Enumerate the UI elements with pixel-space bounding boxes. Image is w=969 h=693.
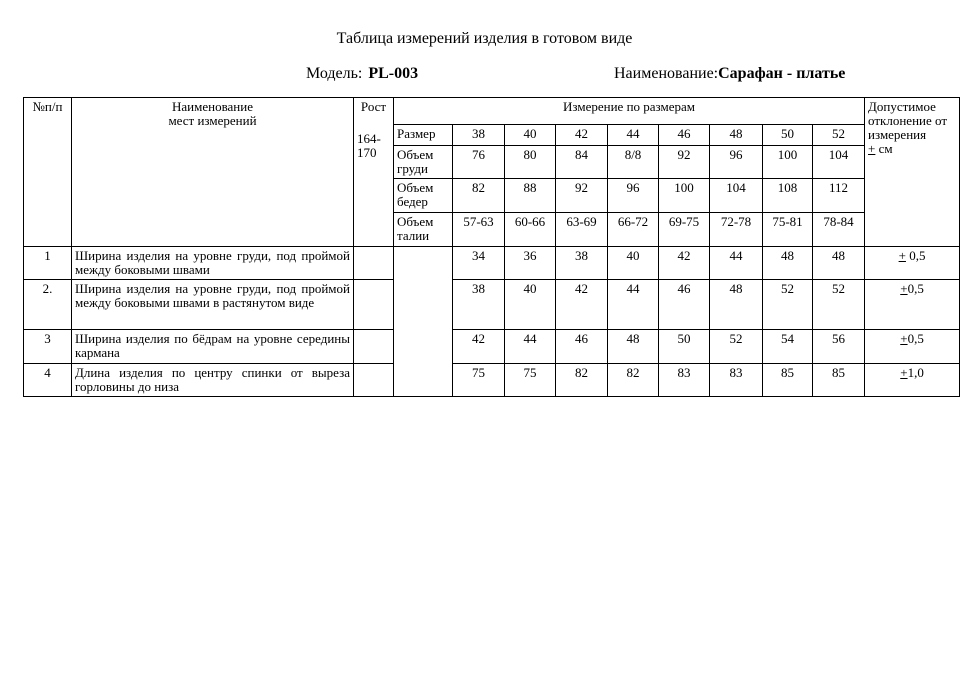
size-row-value: 38 (453, 125, 505, 146)
row-tolerance (865, 330, 960, 364)
row-value: 42 (453, 330, 505, 364)
row-tolerance-value: 0,5 (905, 248, 926, 263)
row-value: 48 (813, 247, 865, 280)
table-row (24, 330, 960, 364)
row-value: 44 (608, 280, 659, 330)
row-value: 38 (556, 247, 608, 280)
row-value: 83 (659, 364, 710, 397)
row-value: 56 (813, 330, 865, 364)
header-tolerance-main: Допустимое отклонение от измерения (868, 99, 948, 142)
row-value: 44 (505, 330, 556, 364)
header-height (354, 98, 394, 247)
size-row-value: 63-69 (556, 213, 608, 247)
size-row-value: 72-78 (710, 213, 763, 247)
size-row-value: 42 (556, 125, 608, 146)
model-label: Модель: (306, 65, 363, 82)
row-value: 83 (710, 364, 763, 397)
size-row-value: 52 (813, 125, 865, 146)
row-description: Длина изделия по центру спинки от выреза горловины до низа (72, 364, 354, 397)
row-value: 52 (710, 330, 763, 364)
row-description: Ширина изделия на уровне груди, под проймой между боковыми швами (72, 247, 354, 280)
header-height-label: Рост (360, 99, 387, 114)
size-row-value: 69-75 (659, 213, 710, 247)
size-row-label: Объем талии (394, 213, 453, 247)
row-num: 1 (24, 247, 72, 280)
row-description: Ширина изделия по бёдрам на уровне середины кармана (72, 330, 354, 364)
header-tolerance (865, 98, 960, 247)
row-tolerance-sign: + (900, 281, 908, 296)
model-line (306, 65, 418, 83)
row-value: 40 (608, 247, 659, 280)
header-row (24, 98, 960, 125)
size-row-value: 78-84 (813, 213, 865, 247)
row-value: 40 (505, 280, 556, 330)
row-tolerance (865, 280, 960, 330)
row-tolerance-value: 0,5 (907, 331, 924, 346)
size-row-label: Объем груди (394, 146, 453, 179)
name-value: Сарафан - платье (718, 65, 846, 82)
row-value: 38 (453, 280, 505, 330)
size-row-value: 50 (763, 125, 813, 146)
row-tolerance (865, 247, 960, 280)
size-row-value: 57-63 (453, 213, 505, 247)
size-row-value: 108 (763, 179, 813, 213)
size-row-label: Размер (394, 125, 453, 146)
row-value: 85 (813, 364, 865, 397)
row-value: 36 (505, 247, 556, 280)
header-height-value: 164-170 (357, 131, 381, 160)
row-num: 2. (24, 280, 72, 330)
row-value: 46 (659, 280, 710, 330)
header-tolerance-unit: см (875, 141, 893, 156)
row-tolerance (865, 364, 960, 397)
size-row-value: 48 (710, 125, 763, 146)
size-row-value: 84 (556, 146, 608, 179)
row-value: 46 (556, 330, 608, 364)
size-row-value: 92 (556, 179, 608, 213)
row-label-cell (394, 330, 453, 364)
row-value: 48 (710, 280, 763, 330)
row-tolerance-value: 1,0 (907, 365, 924, 380)
row-value: 50 (659, 330, 710, 364)
size-row-value: 104 (710, 179, 763, 213)
size-row-value: 60-66 (505, 213, 556, 247)
header-num: №п/п (24, 98, 72, 247)
row-num: 3 (24, 330, 72, 364)
size-row-value: 75-81 (763, 213, 813, 247)
row-height-cell (354, 247, 394, 280)
row-value: 42 (659, 247, 710, 280)
row-value: 52 (763, 280, 813, 330)
row-value: 85 (763, 364, 813, 397)
header-place-line2: мест измерений (168, 113, 257, 128)
size-row-value: 88 (505, 179, 556, 213)
row-description: Ширина изделия на уровне груди, под проймой между боковыми швами в растянутом виде (72, 280, 354, 330)
name-line (614, 65, 845, 83)
row-label-cell (394, 364, 453, 397)
row-value: 44 (710, 247, 763, 280)
row-value: 75 (505, 364, 556, 397)
row-num: 4 (24, 364, 72, 397)
row-value: 82 (556, 364, 608, 397)
size-row-value: 40 (505, 125, 556, 146)
size-row-value: 100 (763, 146, 813, 179)
size-row-value: 80 (505, 146, 556, 179)
size-row-value: 104 (813, 146, 865, 179)
size-row-value: 44 (608, 125, 659, 146)
row-height-cell (354, 280, 394, 330)
row-value: 82 (608, 364, 659, 397)
header-tolerance-sign: + (868, 141, 876, 156)
row-tolerance-value: 0,5 (907, 281, 924, 296)
table-row (24, 364, 960, 397)
row-value: 52 (813, 280, 865, 330)
size-row-value: 100 (659, 179, 710, 213)
row-value: 34 (453, 247, 505, 280)
row-value: 48 (608, 330, 659, 364)
row-label-cell (394, 280, 453, 330)
size-row-value: 66-72 (608, 213, 659, 247)
row-tolerance-sign: + (900, 365, 908, 380)
row-tolerance-sign: + (900, 331, 908, 346)
row-value: 48 (763, 247, 813, 280)
model-value: PL-003 (368, 65, 419, 82)
row-height-cell (354, 364, 394, 397)
table-row (24, 280, 960, 330)
size-row-value: 96 (710, 146, 763, 179)
size-row-value: 92 (659, 146, 710, 179)
size-row-value: 82 (453, 179, 505, 213)
table-row (24, 247, 960, 280)
size-row-value: 46 (659, 125, 710, 146)
name-label: Наименование: (614, 65, 719, 82)
row-tolerance-sign: + (898, 248, 906, 263)
size-row-value: 96 (608, 179, 659, 213)
size-row-label: Объем бедер (394, 179, 453, 213)
table-body (24, 98, 960, 397)
row-label-cell (394, 247, 453, 280)
row-height-cell (354, 330, 394, 364)
row-value: 54 (763, 330, 813, 364)
row-value: 75 (453, 364, 505, 397)
row-value: 42 (556, 280, 608, 330)
size-row-value: 76 (453, 146, 505, 179)
size-row-value: 8/8 (608, 146, 659, 179)
header-place-line1: Наименование (172, 99, 253, 114)
header-measure: Измерение по размерам (394, 98, 865, 125)
size-row-value: 112 (813, 179, 865, 213)
document-title: Таблица измерений изделия в готовом виде (336, 30, 633, 47)
header-place (72, 98, 354, 247)
measurements-table (23, 97, 960, 397)
